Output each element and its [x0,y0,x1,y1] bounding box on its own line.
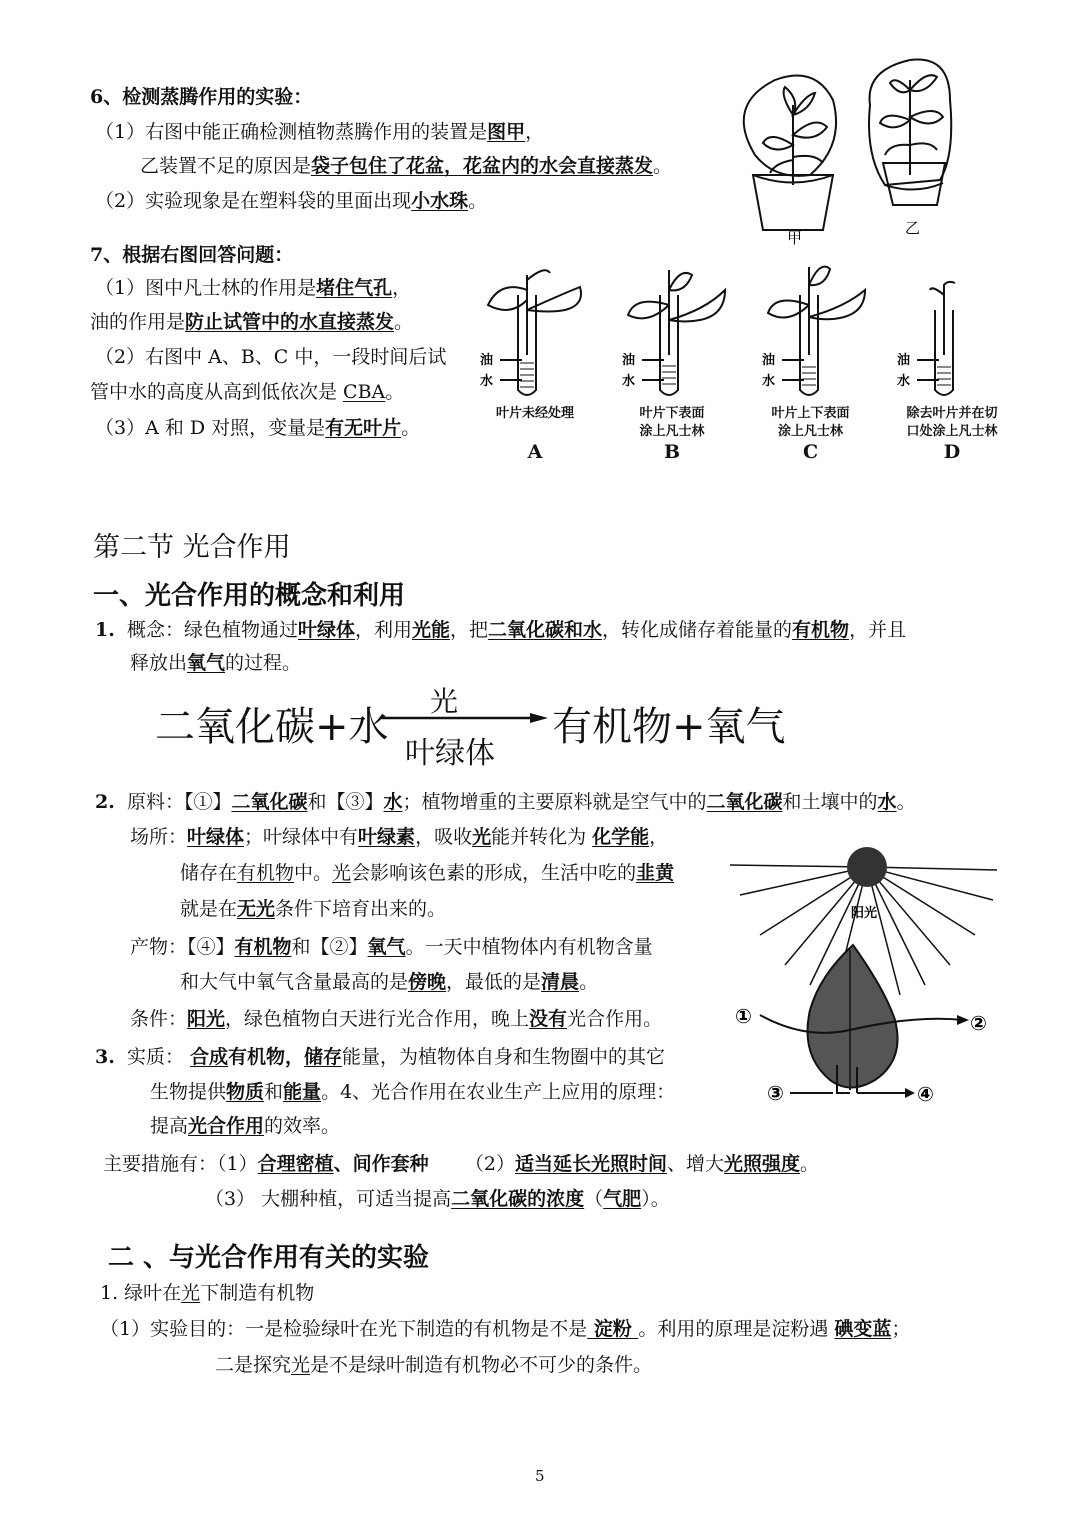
tube-caption-c [748,405,873,461]
answer: 气肥 [603,1188,642,1210]
answer: 图甲 [487,121,526,143]
text: 。 [385,381,405,403]
caption-line: 涂上凡士林 [639,424,705,439]
text: 的过程。 [225,652,302,674]
answer: 光 [472,826,492,848]
text: 油的作用是 [90,311,186,333]
text: 光合作用。 [567,1008,663,1030]
caption-line: 涂上凡士林 [777,424,843,439]
text: ， [392,277,412,299]
text: ，利用 [354,619,412,641]
answer: 合成 [190,1046,229,1068]
text: 释放出 [130,652,188,674]
text: （2）实验现象是在塑料袋的里面出现 [95,190,412,212]
answer: 二氧化碳和水 [488,619,603,641]
text: （2） [464,1153,515,1175]
text: ，把 [450,619,489,641]
text: 中。 [294,862,333,884]
exp-purpose-2 [215,1350,652,1380]
section-title: 第二节 光合作用 [93,532,291,563]
q7-p1 [95,273,411,303]
answer: 二氧化碳 [706,791,783,813]
text: 条件： [130,1008,188,1030]
answer: 光合作用 [188,1115,265,1137]
caption-line: 除去叶片并在切 [906,406,998,421]
section-heading-1: 一、光合作用的概念和利用 [93,581,406,611]
tube-caption-d [882,405,1022,461]
measures-line-2 [205,1184,670,1214]
exp-title [100,1278,314,1308]
answer: 水 [383,791,403,813]
text: 1. 绿叶在 [100,1282,182,1304]
product-line-1 [130,932,653,962]
marker-3: ③ [767,1081,784,1105]
text: 生物提供 [150,1081,227,1103]
answer: 袋子包住了花盆，花盆内的水会直接蒸发 [311,155,654,177]
text: 能并转化为 [491,826,593,848]
site-line-2 [180,858,674,888]
text: 乙装置不足的原因是 [140,155,312,177]
answer: 物质 [226,1081,265,1103]
material-line [95,787,916,817]
answer: 小水珠 [411,190,469,212]
text: 主要措施有：（1） [103,1153,258,1175]
answer: 叶绿体 [297,619,355,641]
num: 1. [95,619,115,641]
tube-letter: C [802,441,819,463]
text: 下制造有机物 [200,1282,315,1304]
q7-p1b [90,307,413,337]
tube-caption-b [612,405,732,461]
q7-title: 7、根据右图回答问题： [90,244,294,266]
text: 、间作套种 [333,1153,429,1175]
text: ， [649,826,669,848]
caption-line: 叶片未经处理 [495,406,574,421]
answer: 光能 [411,619,450,641]
q6-p1 [95,117,544,147]
caption-line: 口处涂上凡士林 [906,424,998,439]
answer: CBA [343,381,386,403]
text: ，转化成储存着能量的 [602,619,793,641]
num: 3. [95,1046,115,1068]
section-heading-2: 二 、与光合作用有关的实验 [108,1243,430,1273]
q7-p3 [95,413,420,443]
text: 条件下培育出来的。 [275,898,447,920]
text: 和 [264,1081,284,1103]
marker-4: ④ [917,1082,934,1106]
text: ； [891,1318,911,1340]
essence-line-3 [150,1111,340,1141]
condition-line [130,1004,662,1034]
answer: 合理密植 [257,1153,334,1175]
text: 管中水的高度从高到低依次是 [90,381,344,403]
text: 。 [653,155,673,177]
text: 。 [800,1153,820,1175]
text: 实质： [126,1046,184,1068]
answer: 防止试管中的水直接蒸发 [185,311,395,333]
oil-label-a: 油 [480,353,494,368]
text: ；叶绿体中有 [244,826,359,848]
answer: 清晨 [541,971,580,993]
text: ，吸收 [415,826,473,848]
answer: 没有 [529,1008,568,1030]
answer: 能量 [283,1081,322,1103]
fig-label-jia: 甲 [787,229,803,245]
answer: 光 [332,862,352,884]
answer: 光 [291,1354,311,1376]
text: 是不是绿叶制造有机物必不可少的条件。 [310,1354,653,1376]
answer: 氧气 [367,936,406,958]
answer: 光 [181,1282,201,1304]
answer: 二氧化碳的浓度 [451,1188,585,1210]
text: 和土壤中的 [782,791,878,813]
answer: 适当延长光照时间 [514,1153,667,1175]
tube-letter: D [943,441,961,463]
answer: 二氧化碳 [231,791,308,813]
text: 。 [401,417,421,439]
text: ，并且 [849,619,907,641]
text: ；植物增重的主要原料就是空气中的 [402,791,707,813]
text: 。 [394,311,414,333]
answer: 有无叶片 [325,417,402,439]
text: ，绿色植物白天进行光合作用，晚上 [225,1008,530,1030]
sunlight-label: 阳光 [851,906,878,921]
answer: 堵住气孔 [316,277,393,299]
text: 概念：绿色植物通过 [126,619,298,641]
answer: 有机物 [237,862,295,884]
text: 。利用的原理是淀粉遇 [638,1318,835,1340]
sun-icon [847,847,887,887]
leaf-sun-figure [725,845,1000,1115]
answer: 淀粉 [587,1318,639,1340]
water-label-c: 水 [762,374,776,389]
product-line-2 [180,967,598,997]
q6-p2 [95,186,487,216]
answer: 储存 [304,1046,343,1068]
site-line-1 [130,822,668,852]
answer: 傍晚 [408,971,447,993]
answer: 叶绿素 [358,826,416,848]
exp-purpose-1 [100,1314,910,1344]
text: 场所： [130,826,188,848]
answer: 化学能 [592,826,650,848]
concept-line-2 [130,648,301,678]
oil-label-b: 油 [622,353,636,368]
text: 储存在 [180,862,238,884]
text: （1）右图中能正确检测植物蒸腾作用的装置是 [95,121,488,143]
marker-2: ② [970,1011,987,1035]
text: 和【②】 [291,936,368,958]
text: 提高 [150,1115,189,1137]
tube-letter: A [527,441,543,463]
equation-left: 二氧化碳+水 [155,704,389,750]
concept-line-1 [95,615,906,645]
text: （3） 大棚种植，可适当提高 [205,1188,452,1210]
transpiration-figure [715,45,965,245]
text: ，最低的是 [446,971,542,993]
page-number: 5 [535,1467,545,1485]
essence-line-2 [150,1077,675,1107]
text: 产物：【④】 [130,936,235,958]
q7-p2b [90,377,404,407]
text: 有机物， [228,1046,305,1068]
text: 和【③】 [307,791,384,813]
text: 能量，为植物体自身和生物圈中的其它 [342,1046,666,1068]
num: 2. [95,791,115,813]
caption-line: 叶片下表面 [639,406,705,421]
answer: 水 [877,791,897,813]
site-line-3 [180,894,446,924]
answer: 韭黄 [636,862,675,884]
equation-bottom: 叶绿体 [405,736,495,771]
caption-line: 叶片上下表面 [771,406,850,421]
answer: 叶绿体 [187,826,245,848]
text: 。 [896,791,916,813]
tube-caption-a [470,405,600,461]
text: 的效率。 [264,1115,341,1137]
text: （3）A 和 D 对照，变量是 [95,417,326,439]
text: 。 [579,971,599,993]
tube-letter: B [663,441,681,463]
equation-right: 有机物+氧气 [552,704,786,750]
answer: 氧气 [187,652,226,674]
equation-top: 光 [430,685,459,718]
measures-line-1 [103,1149,819,1179]
water-label-b: 水 [622,374,636,389]
answer: 碘变蓝 [834,1318,892,1340]
text: （1）实验目的：一是检验绿叶在光下制造的有机物是不是 [100,1318,588,1340]
text: 。 [468,190,488,212]
text: 、增大 [666,1153,724,1175]
text: 就是在 [180,898,238,920]
answer: 阳光 [187,1008,226,1030]
text: 和大气中氧气含量最高的是 [180,971,409,993]
text: 二是探究 [215,1354,292,1376]
q6-p1b [140,151,672,181]
text: （1）图中凡士林的作用是 [95,277,317,299]
q6-title: 6、检测蒸腾作用的实验： [90,86,313,108]
text: ）。 [641,1188,670,1210]
text: ， [525,121,545,143]
text: 会影响该色素的形成，生活中吃的 [351,862,637,884]
text: （ [584,1188,604,1210]
q7-p2a: （2）右图中 A、B、C 中，一段时间后试 [95,346,447,368]
oil-label-c: 油 [762,353,776,368]
text: 。4、光合作用在农业生产上应用的原理： [321,1081,676,1103]
fig-label-yi: 乙 [905,219,921,237]
test-tube-figure [470,255,1030,430]
answer: 有机物 [234,936,292,958]
leaf-shape [808,945,898,1088]
marker-1: ① [735,1004,752,1028]
equation-arrow [380,713,550,723]
answer: 光照强度 [724,1153,801,1175]
text: 原料：【①】 [126,791,232,813]
essence-line-1 [95,1042,665,1072]
water-label-d: 水 [897,374,911,389]
water-label-a: 水 [480,374,494,389]
oil-label-d: 油 [897,353,911,368]
text: 。一天中植物体内有机物含量 [405,936,653,958]
answer: 有机物 [792,619,850,641]
answer: 无光 [237,898,276,920]
